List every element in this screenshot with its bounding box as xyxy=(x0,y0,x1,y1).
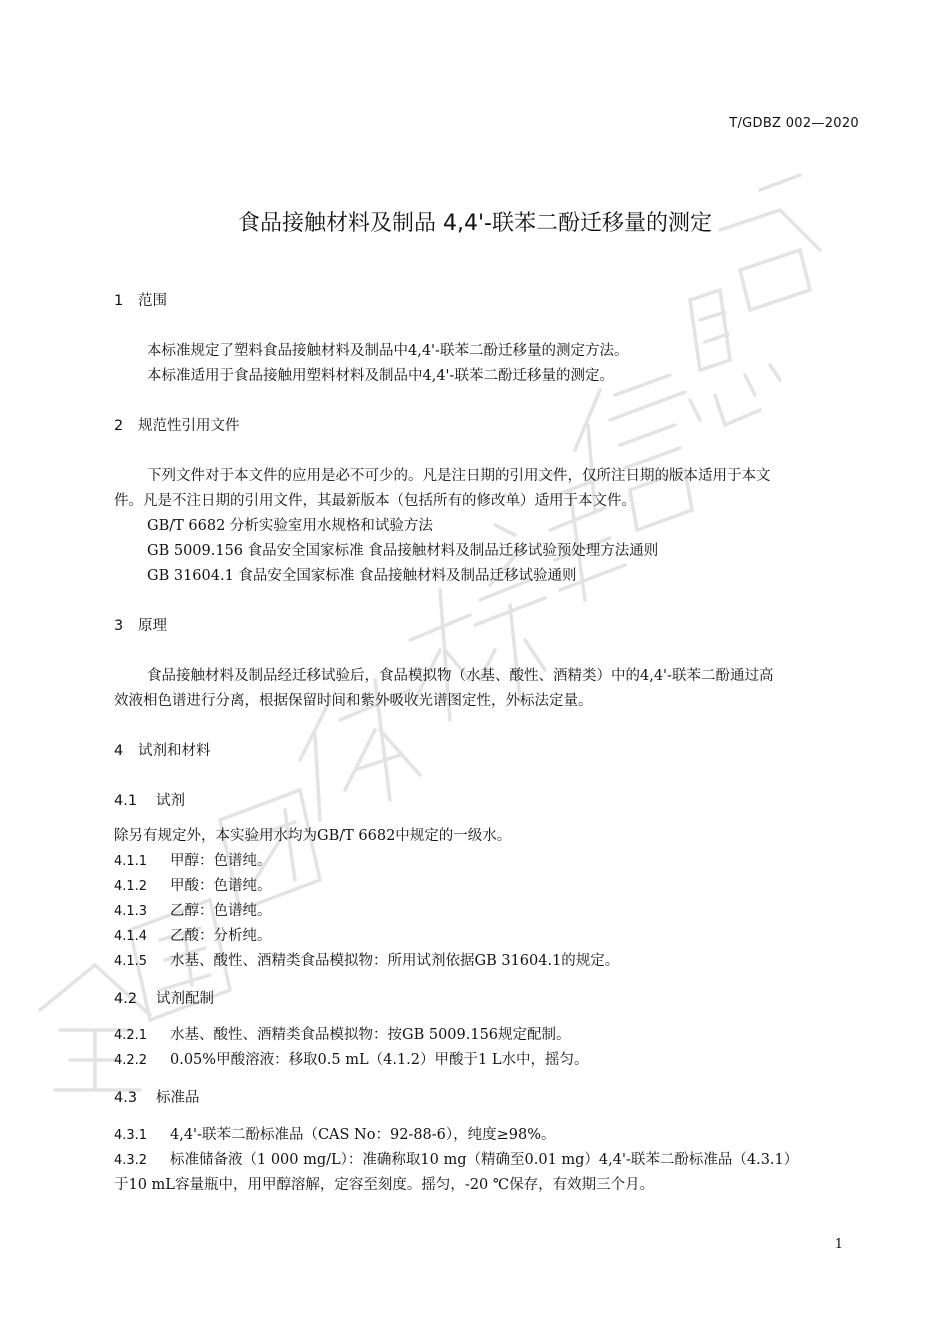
list-item xyxy=(114,949,619,970)
section-number: 4 xyxy=(114,743,124,759)
subsection-number: 4.1 xyxy=(114,793,138,809)
section-title: 试剂和材料 xyxy=(138,743,211,759)
item-text: 甲醇：色谱纯。 xyxy=(170,853,272,869)
reference-item: GB/T 6682 分析实验室用水规格和试验方法 xyxy=(147,518,433,534)
paragraph: 食品接触材料及制品经迁移试验后，食品模拟物（水基、酸性、酒精类）中的4,4'-联苯二酚通过高 xyxy=(147,668,774,684)
paragraph: 除另有规定外，本实验用水均为GB/T 6682中规定的一级水。 xyxy=(114,828,512,844)
section-title: 范围 xyxy=(138,293,167,309)
item-number: 4.1.2 xyxy=(114,879,148,894)
paragraph: 下列文件对于本文件的应用是必不可少的。凡是注日期的引用文件，仅所注日期的版本适用于本文 xyxy=(147,468,771,484)
section-4-heading xyxy=(114,739,211,760)
item-number: 4.1.4 xyxy=(114,929,148,944)
section-number: 2 xyxy=(114,418,124,434)
list-item xyxy=(114,1048,588,1069)
section-title: 规范性引用文件 xyxy=(138,418,240,434)
subsection-title: 试剂配制 xyxy=(156,991,214,1007)
page-number: 1 xyxy=(834,1237,843,1252)
list-item xyxy=(114,1148,798,1169)
section-1-heading xyxy=(114,289,167,310)
section-3-heading xyxy=(114,614,167,635)
item-number: 4.1.3 xyxy=(114,904,148,919)
list-item xyxy=(114,1023,571,1044)
item-number: 4.3.2 xyxy=(114,1153,148,1168)
paragraph-continuation: 件。凡是不注日期的引用文件，其最新版本（包括所有的修改单）适用于本文件。 xyxy=(114,493,636,509)
section-2-heading xyxy=(114,414,240,435)
paragraph: 本标准规定了塑料食品接触材料及制品中4,4'-联苯二酚迁移量的测定方法。 xyxy=(147,343,629,359)
item-number: 4.1.1 xyxy=(114,854,148,869)
item-text: 乙酸：分析纯。 xyxy=(170,928,272,944)
item-text: 乙醇：色谱纯。 xyxy=(170,903,272,919)
reference-item: GB 5009.156 食品安全国家标准 食品接触材料及制品迁移试验预处理方法通则 xyxy=(147,543,659,559)
subsection-title: 标准品 xyxy=(156,1090,200,1106)
section-number: 3 xyxy=(114,618,124,634)
subsection-number: 4.3 xyxy=(114,1090,138,1106)
item-number: 4.2.1 xyxy=(114,1028,148,1043)
list-item xyxy=(114,924,272,945)
list-item xyxy=(114,899,272,920)
item-text: 水基、酸性、酒精类食品模拟物：按GB 5009.156规定配制。 xyxy=(170,1027,571,1043)
item-text: 水基、酸性、酒精类食品模拟物：所用试剂依据GB 31604.1的规定。 xyxy=(170,953,620,969)
item-text: 0.05%甲酸溶液：移取0.5 mL（4.1.2）甲酸于1 L水中，摇匀。 xyxy=(170,1052,589,1068)
reference-item: GB 31604.1 食品安全国家标准 食品接触材料及制品迁移试验通则 xyxy=(147,568,577,584)
paragraph-continuation: 于10 mL容量瓶中，用甲醇溶解，定容至刻度。摇匀，-20 ℃保存，有效期三个月。 xyxy=(114,1177,655,1193)
paragraph-continuation: 效液相色谱进行分离，根据保留时间和紫外吸收光谱图定性，外标法定量。 xyxy=(114,693,593,709)
list-item xyxy=(114,874,272,895)
subsection-4-2-heading xyxy=(114,987,214,1008)
subsection-4-1-heading xyxy=(114,789,185,810)
item-number: 4.1.5 xyxy=(114,954,148,969)
subsection-4-3-heading xyxy=(114,1086,200,1107)
document-title: 食品接触材料及制品 4,4'-联苯二酚迁移量的测定 xyxy=(238,211,712,236)
list-item xyxy=(114,849,272,870)
section-title: 原理 xyxy=(138,618,167,634)
item-text: 标准储备液（1 000 mg/L）：准确称取10 mg（精确至0.01 mg）4,4'-联苯二酚标准品（4.3.1） xyxy=(170,1152,799,1168)
section-number: 1 xyxy=(114,293,124,309)
item-number: 4.2.2 xyxy=(114,1053,148,1068)
paragraph: 本标准适用于食品接触用塑料材料及制品中4,4'-联苯二酚迁移量的测定。 xyxy=(147,368,614,384)
item-text: 4,4'-联苯二酚标准品（CAS No：92-88-6），纯度≥98%。 xyxy=(170,1127,556,1143)
document-code: T/GDBZ 002—2020 xyxy=(729,116,859,131)
list-item xyxy=(114,1123,556,1144)
item-number: 4.3.1 xyxy=(114,1128,148,1143)
subsection-number: 4.2 xyxy=(114,991,138,1007)
item-text: 甲酸：色谱纯。 xyxy=(170,878,272,894)
subsection-title: 试剂 xyxy=(156,793,185,809)
